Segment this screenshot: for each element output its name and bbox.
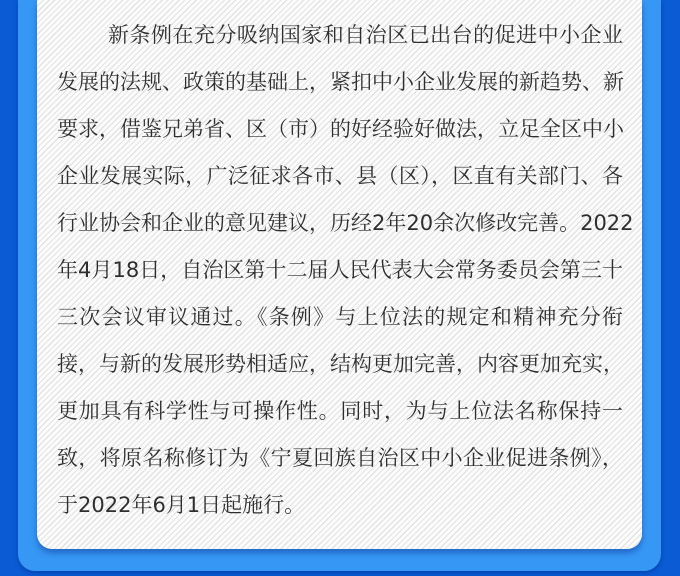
content-card: [37, 0, 642, 549]
paragraph-line: 企业发展实际，广泛征求各市、县（区），区直有关部门、各: [57, 164, 623, 188]
article-paragraph: [37, 0, 642, 529]
paragraph-line: 行业协会和企业的意见建议，历经2年20余次修改完善。2022: [57, 211, 634, 235]
paragraph-line: 年4月18日，自治区第十二届人民代表大会常务委员会第三十: [57, 258, 623, 282]
paragraph-line: 新条例在充分吸纳国家和自治区已出台的促进中小企业: [108, 23, 623, 47]
paragraph-line: 发展的法规、政策的基础上，紧扣中小企业发展的新趋势、新: [57, 70, 624, 94]
paragraph-line: 接，与新的发展形势相适应，结构更加完善，内容更加充实，: [57, 352, 624, 376]
paragraph-line: 致，将原名称修订为《宁夏回族自治区中小企业促进条例》，: [57, 446, 623, 470]
paragraph-line: 三次会议审议通过。《条例》与上位法的规定和精神充分衔: [57, 305, 623, 329]
paragraph-line: 于2022年6月1日起施行。: [57, 493, 306, 517]
paragraph-line: 更加具有科学性与可操作性。同时，为与上位法名称保持一: [57, 399, 623, 423]
paragraph-line: 要求，借鉴兄弟省、区（市）的好经验好做法，立足全区中小: [57, 117, 624, 141]
inner-frame: [18, 0, 661, 571]
